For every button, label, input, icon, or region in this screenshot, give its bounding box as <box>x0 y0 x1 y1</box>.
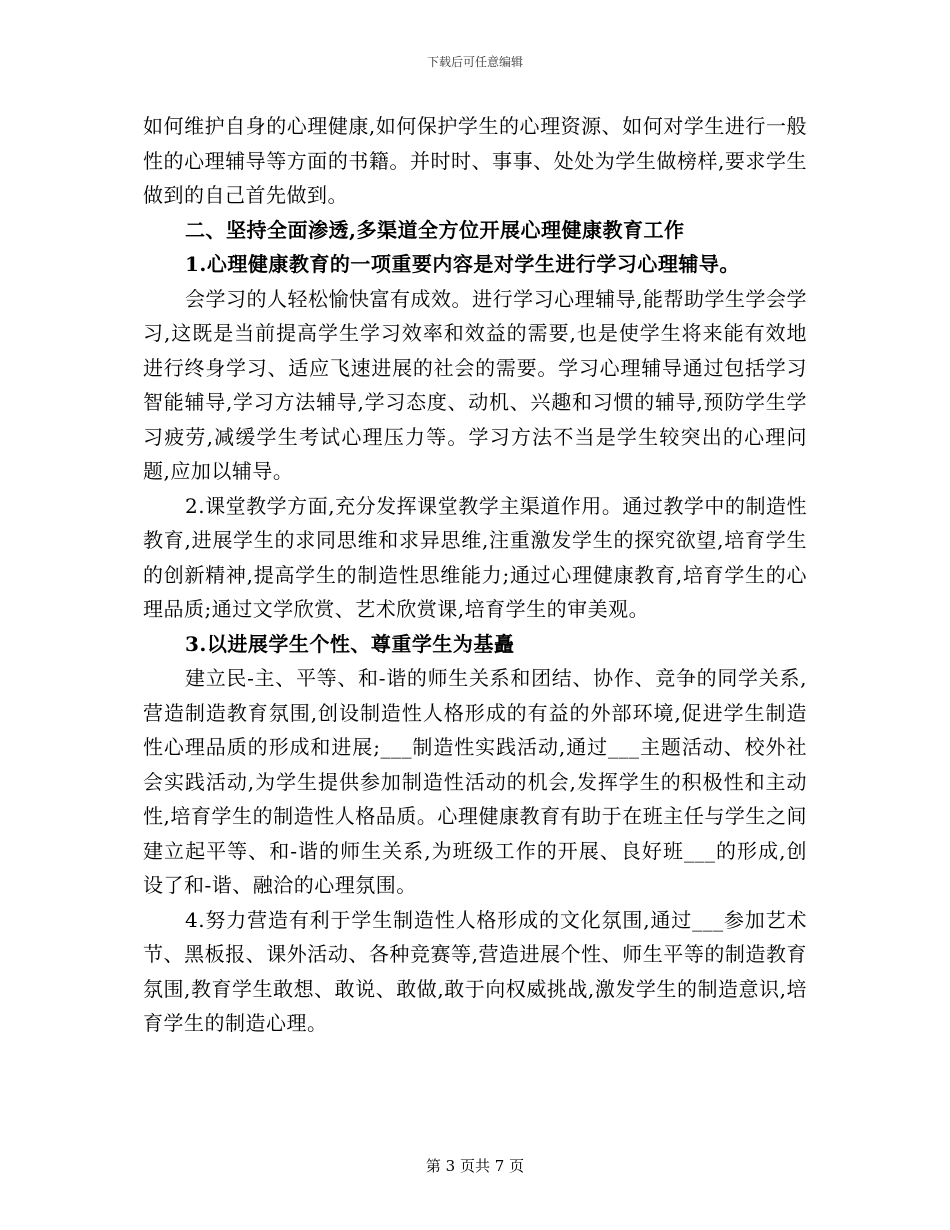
paragraph-learning-guidance: 会学习的人轻松愉快富有成效。进行学习心理辅导,能帮助学生学会学习,这既是当前提高学生学习效率和效益的需要,也是使学生将来能有效地进行终身学习、适应飞速进展的社会的需要。学习心理辅导通过包括学习智能辅导,学习方法辅导,学习态度、动机、兴趣和习惯的辅导,预防学生学习疲劳,减缓学生考试心理压力等。学习方法不当是学生较突出的心理问题,应加以辅导。 <box>143 286 807 483</box>
paragraph-continuation: 如何维护自身的心理健康,如何保护学生的心理资源、如何对学生进行一般性的心理辅导等方面的书籍。并时时、事事、处处为学生做榜样,要求学生做到的自己首先做到。 <box>143 114 807 207</box>
subsection-heading-3: 3.以进展学生个性、尊重学生为基矗 <box>185 631 515 656</box>
document-body <box>143 109 807 1041</box>
section-heading: 二、坚持全面渗透,多渠道全方位开展心理健康教育工作 <box>185 217 685 242</box>
paragraph-classroom-teaching: 2.课堂教学方面,充分发挥课堂教学主渠道作用。通过教学中的制造性教育,进展学生的求同思维和求异思维,注重激发学生的探究欲望,培育学生的创新精神,提高学生的制造性思维能力;通过心理健康教育,培育学生的心理品质;通过文学欣赏、艺术欣赏课,培育学生的审美观。 <box>143 493 807 621</box>
paragraph-teacher-student-relations: 建立民-主、平等、和-谐的师生关系和团结、协作、竞争的同学关系,营造制造教育氛围,创设制造性人格形成的有益的外部环境,促进学生制造性心理品质的形成和进展;___制造性实践活动,通过___主题活动、校外社会实践活动,为学生提供参加制造性活动的机会,发挥学生的积极性和主动性,培育学生的制造性人格品质。心理健康教育有助于在班主任与学生之间建立起平等、和-谐的师生关系,为班级工作的开展、良好班___的形成,创设了和-谐、融洽的心理氛围。 <box>143 666 807 897</box>
paragraph-cultural-atmosphere: 4.努力营造有利于学生制造性人格形成的文化氛围,通过___参加艺术节、黑板报、课外活动、各种竞赛等,营造进展个性、师生平等的制造教育氛围,教育学生敢想、敢说、敢做,敢于向权威挑战,激发学生的制造意识,培育学生的制造心理。 <box>143 907 807 1035</box>
page-number: 第 3 页共 7 页 <box>425 1157 525 1175</box>
page-header: 下载后可任意编辑 <box>426 55 523 69</box>
subsection-heading-1: 1.心理健康教育的一项重要内容是对学生进行学习心理辅导。 <box>185 252 740 276</box>
